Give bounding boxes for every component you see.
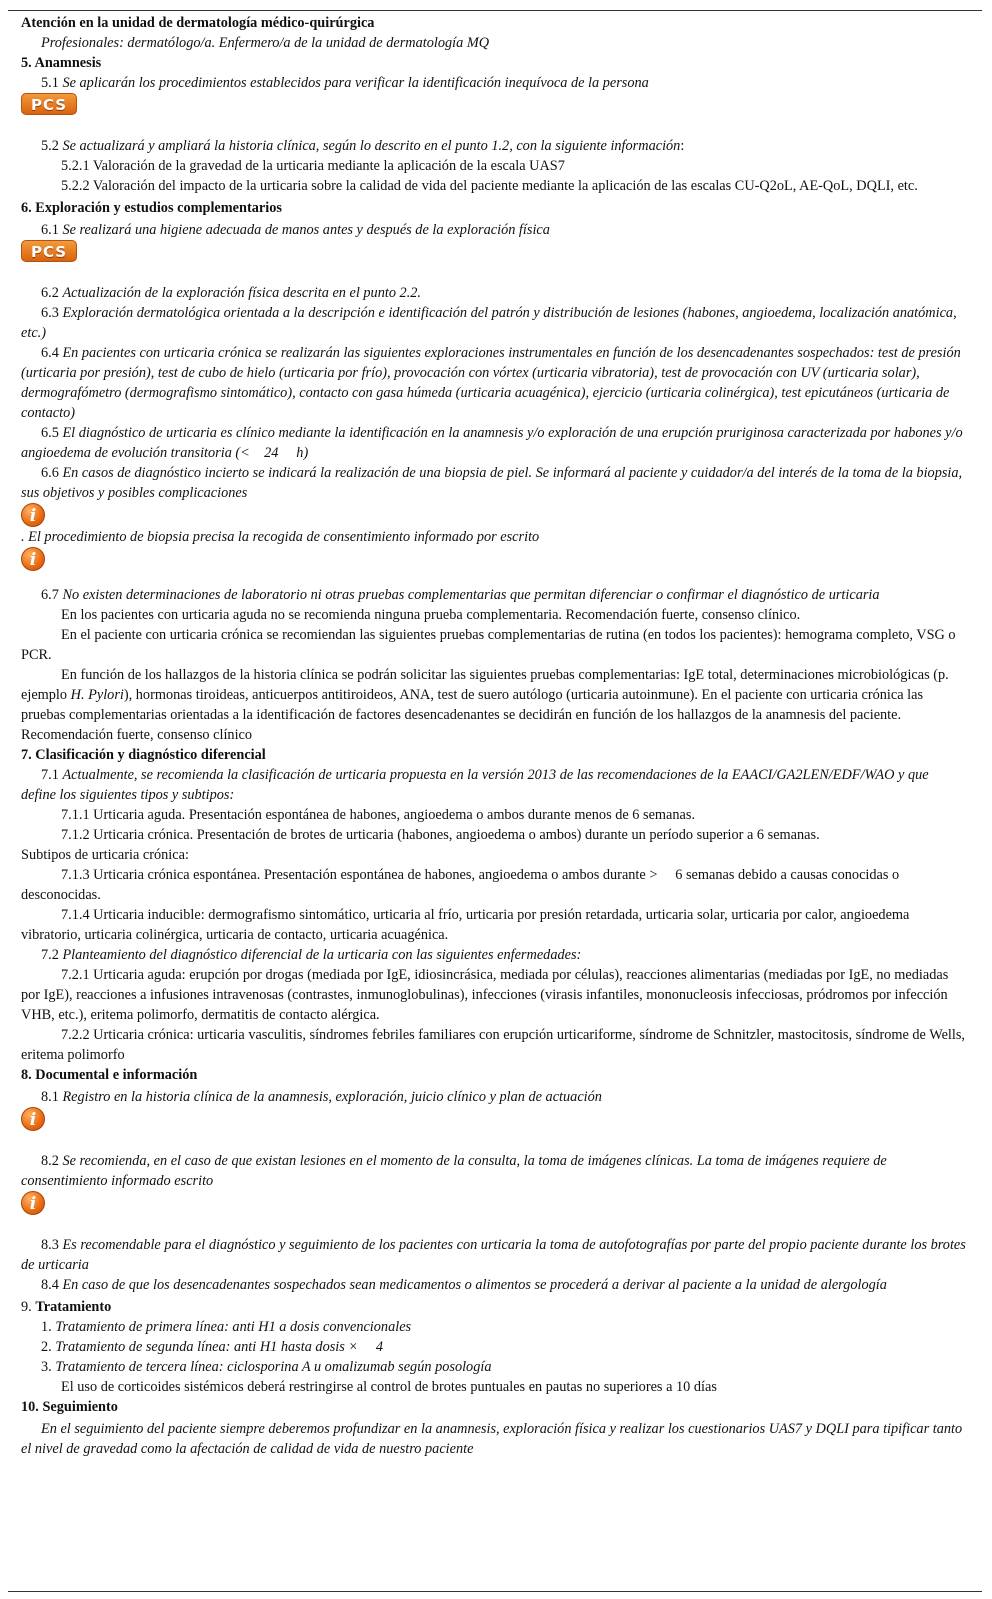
section-9-heading bbox=[21, 1297, 966, 1317]
item-5-2-1: 5.2.1 Valoración de la gravedad de la urticaria mediante la aplicación de la escala UAS7 bbox=[61, 158, 565, 174]
paragraph-chronic: En el paciente con urticaria crónica se recomiendan las siguientes pruebas complementarias de rutina (en todos los pacientes): hemograma completo, VSG o PCR. bbox=[21, 627, 956, 663]
item-number: 5.2 bbox=[41, 138, 59, 154]
item-text: Tratamiento de primera línea: anti H1 a dosis convencionales bbox=[55, 1319, 412, 1335]
item-text: Planteamiento del diagnóstico diferencial de la urticaria con las siguientes enfermedades: bbox=[62, 947, 582, 963]
item-8-3 bbox=[21, 1235, 966, 1275]
item-text: Es recomendable para el diagnóstico y seguimiento de los pacientes con urticaria la toma de autofotografías por parte del propio paciente durante los brotes de urticaria bbox=[21, 1237, 966, 1273]
item-7-2-2: 7.2.2 Urticaria crónica: urticaria vasculitis, síndromes febriles familiares con erupción urticariforme, síndrome de Schnitzler, mastocitosis, síndrome de Wells, eritema polimorfo bbox=[21, 1027, 965, 1063]
item-number: 6.7 bbox=[41, 587, 59, 603]
item-number: 6.1 bbox=[41, 222, 59, 238]
text-part: En función de los hallazgos de la historia clínica se podrán solicitar las siguientes pruebas complementarias: IgE total, determinaciones microbiológicas (p. ejemplo bbox=[21, 667, 949, 703]
item-text: Tratamiento de segunda línea: anti H1 hasta dosis × 4 bbox=[55, 1339, 384, 1355]
pcs-badge[interactable] bbox=[21, 93, 77, 116]
item-text: Exploración dermatológica orientada a la descripción e identificación del patrón y distribución de lesiones (habones, angioedema, localización anatómica, etc.) bbox=[21, 305, 957, 341]
item-colon: : bbox=[680, 138, 685, 154]
item-text: Actualmente, se recomienda la clasificación de urticaria propuesta en la versión 2013 de las recomendaciones de la EAACI/GA2LEN/EDF/WAO y que define los siguientes tipos y subtipos: bbox=[21, 767, 929, 803]
item-number: 8.4 bbox=[41, 1277, 59, 1293]
item-7-1-3: 7.1.3 Urticaria crónica espontánea. Presentación espontánea de habones, angioedema o ambos durante > 6 semanas debido a causas conocidas o desconocidas. bbox=[21, 867, 903, 903]
item-text: En caso de que los desencadenantes sospechados sean medicamentos o alimentos se procederá a derivar al paciente a la unidad de alergología bbox=[62, 1277, 887, 1293]
item-6-5 bbox=[21, 423, 966, 463]
page-title: Atención en la unidad de dermatología médico-quirúrgica bbox=[21, 15, 375, 31]
item-number: 6.4 bbox=[41, 345, 59, 361]
item-text: No existen determinaciones de laboratorio ni otras pruebas complementarias que permitan diferenciar o confirmar el diagnóstico de urticaria bbox=[62, 587, 880, 603]
item-5-2-2: 5.2.2 Valoración del impacto de la urticaria sobre la calidad de vida del paciente mediante la aplicación de las escalas CU-Q2oL, AE-QoL, DQLI, etc. bbox=[61, 178, 918, 194]
info-badge[interactable] bbox=[21, 1191, 45, 1215]
item-7-1-2: 7.1.2 Urticaria crónica. Presentación de brotes de urticaria (habones, angioedema o ambos) durante un período superior a 6 semanas. bbox=[61, 827, 820, 843]
treatment-2 bbox=[21, 1337, 966, 1357]
item-text: Se realizará una higiene adecuada de manos antes y después de la exploración física bbox=[62, 222, 550, 238]
item-number: 8.3 bbox=[41, 1237, 59, 1253]
item-text: En casos de diagnóstico incierto se indicará la realización de una biopsia de piel. Se informará al paciente y cuidador/a del interés de la toma de la biopsia, sus objetivos y posibles complicaciones bbox=[21, 465, 963, 501]
section-10-heading: 10. Seguimiento bbox=[21, 1399, 118, 1415]
item-6-7 bbox=[21, 585, 966, 605]
info-icon: i bbox=[21, 1191, 45, 1215]
professionals-line: Profesionales: dermatólogo/a. Enfermero/a de la unidad de dermatología MQ bbox=[41, 35, 490, 51]
item-text: El diagnóstico de urticaria es clínico mediante la identificación en la anamnesis y/o exploración de una erupción pruriginosa caracterizada por habones y/o angioedema de evolución transitoria (< 24 h) bbox=[21, 425, 967, 461]
info-badge[interactable] bbox=[21, 1107, 45, 1131]
item-text: Se recomienda, en el caso de que existan lesiones en el momento de la consulta, la toma de imágenes clínicas. La toma de imágenes requiere de consentimiento informado escrito bbox=[21, 1153, 887, 1189]
info-icon: i bbox=[21, 503, 45, 527]
section-7-heading: 7. Clasificación y diagnóstico diferencial bbox=[21, 747, 266, 763]
paragraph-acute: En los pacientes con urticaria aguda no se recomienda ninguna prueba complementaria. Recomendación fuerte, consenso clínico. bbox=[61, 607, 801, 623]
item-8-1 bbox=[21, 1087, 966, 1107]
section-5-heading: 5. Anamnesis bbox=[21, 55, 102, 71]
item-text: Registro en la historia clínica de la anamnesis, exploración, juicio clínico y plan de actuación bbox=[62, 1089, 602, 1105]
item-5-2 bbox=[21, 136, 966, 156]
item-8-2 bbox=[21, 1151, 966, 1191]
info-icon: i bbox=[21, 1107, 45, 1131]
item-6-2 bbox=[21, 283, 966, 303]
corticoid-note: El uso de corticoides sistémicos deberá restringirse al control de brotes puntuales en pautas no superiores a 10 días bbox=[61, 1379, 717, 1395]
item-6-1 bbox=[21, 220, 966, 240]
item-8-4 bbox=[21, 1275, 966, 1295]
document-content bbox=[21, 13, 966, 1459]
pcs-icon: PCS bbox=[21, 93, 77, 115]
treatment-1 bbox=[21, 1317, 966, 1337]
item-7-1-4: 7.1.4 Urticaria inducible: dermografismo sintomático, urticaria al frío, urticaria por presión retardada, urticaria solar, urticaria por calor, angioedema vibratorio, urticaria colinérgica, urticaria de contacto, urticaria acuagénica. bbox=[21, 907, 910, 943]
item-text: Se aplicarán los procedimientos establecidos para verificar la identificación inequívoca de la persona bbox=[62, 75, 649, 91]
item-6-6 bbox=[21, 463, 966, 503]
info-icon: i bbox=[21, 547, 45, 571]
item-number: 6.5 bbox=[41, 425, 59, 441]
treatment-3 bbox=[21, 1357, 966, 1377]
subtypes-label: Subtipos de urticaria crónica: bbox=[21, 847, 189, 863]
item-text: Tratamiento de tercera línea: ciclosporina A u omalizumab según posología bbox=[55, 1359, 492, 1375]
item-number: 6.3 bbox=[41, 305, 59, 321]
item-number: 1. bbox=[41, 1319, 52, 1335]
text-part: H. Pylori bbox=[70, 687, 124, 703]
item-5-1 bbox=[21, 73, 966, 93]
item-6-3 bbox=[21, 303, 966, 343]
item-number: 5.1 bbox=[41, 75, 59, 91]
info-badge[interactable] bbox=[21, 503, 45, 527]
section-6-heading: 6. Exploración y estudios complementarios bbox=[21, 200, 282, 216]
section-8-heading: 8. Documental e información bbox=[21, 1067, 198, 1083]
item-number: 8.1 bbox=[41, 1089, 59, 1105]
item-7-1 bbox=[21, 765, 966, 805]
pcs-badge[interactable] bbox=[21, 240, 77, 263]
pcs-icon: PCS bbox=[21, 240, 77, 262]
section-number: 9. bbox=[21, 1299, 32, 1315]
item-number: 7.2 bbox=[41, 947, 59, 963]
item-number: 6.2 bbox=[41, 285, 59, 301]
text-part: ), hormonas tiroideas, anticuerpos antitiroideos, ANA, test de suero autólogo (urticaria autoinmune). En el paciente con urticaria crónica las pruebas complementarias orientadas a la identificación de factores desencadenantes se decidirán en función de los hallazgos de la anamnesis del paciente. Recomendación fuerte, consenso clínico bbox=[21, 687, 924, 743]
item-7-2-1: 7.2.1 Urticaria aguda: erupción por drogas (mediada por IgE, idiosincrásica, mediada por células), reacciones alimentarias (mediadas por IgE, no mediadas por IgE), reacciones a infusiones intravenosas (contrastes, inmunoglobulinas), infecciones (virasis infantiles, mononucleosis infecciosas, pródromos por infección VHB, etc.), eritema polimorfo, dermatitis de contacto alérgica. bbox=[21, 967, 949, 1023]
section-title: Tratamiento bbox=[35, 1299, 112, 1315]
item-text: Actualización de la exploración física descrita en el punto 2.2. bbox=[62, 285, 421, 301]
biopsy-note: . El procedimiento de biopsia precisa la recogida de consentimiento informado por escrito bbox=[21, 529, 540, 545]
info-badge[interactable] bbox=[21, 547, 45, 571]
item-number: 2. bbox=[41, 1339, 52, 1355]
paragraph-tests bbox=[21, 665, 966, 745]
item-number: 6.6 bbox=[41, 465, 59, 481]
item-7-2 bbox=[21, 945, 966, 965]
item-number: 8.2 bbox=[41, 1153, 59, 1169]
item-text: Se actualizará y ampliará la historia clínica, según lo descrito en el punto 1.2, con la siguiente información bbox=[62, 138, 681, 154]
followup-text: En el seguimiento del paciente siempre deberemos profundizar en la anamnesis, exploración física y realizar los cuestionarios UAS7 y DQLI para tipificar tanto el nivel de gravedad como la afectación de calidad de vida de nuestro paciente bbox=[21, 1421, 963, 1457]
item-6-4 bbox=[21, 343, 966, 423]
item-number: 7.1 bbox=[41, 767, 59, 783]
item-text: En pacientes con urticaria crónica se realizarán las siguientes exploraciones instrumentales en función de los desencadenantes sospechados: test de presión (urticaria por presión), test de cubo de hielo (urticaria por frío), provocación con vórtex (urticaria vibratoria), test de provocación con UV (urticaria solar), dermografómetro (dermografismo sintomático), contacto con gasa húmeda (urticaria acuagénica), ejercicio (urticaria colinérgica), test epicutáneos (urticaria de contacto) bbox=[21, 345, 961, 421]
item-number: 3. bbox=[41, 1359, 52, 1375]
item-7-1-1: 7.1.1 Urticaria aguda. Presentación espontánea de habones, angioedema o ambos durante menos de 6 semanas. bbox=[61, 807, 696, 823]
